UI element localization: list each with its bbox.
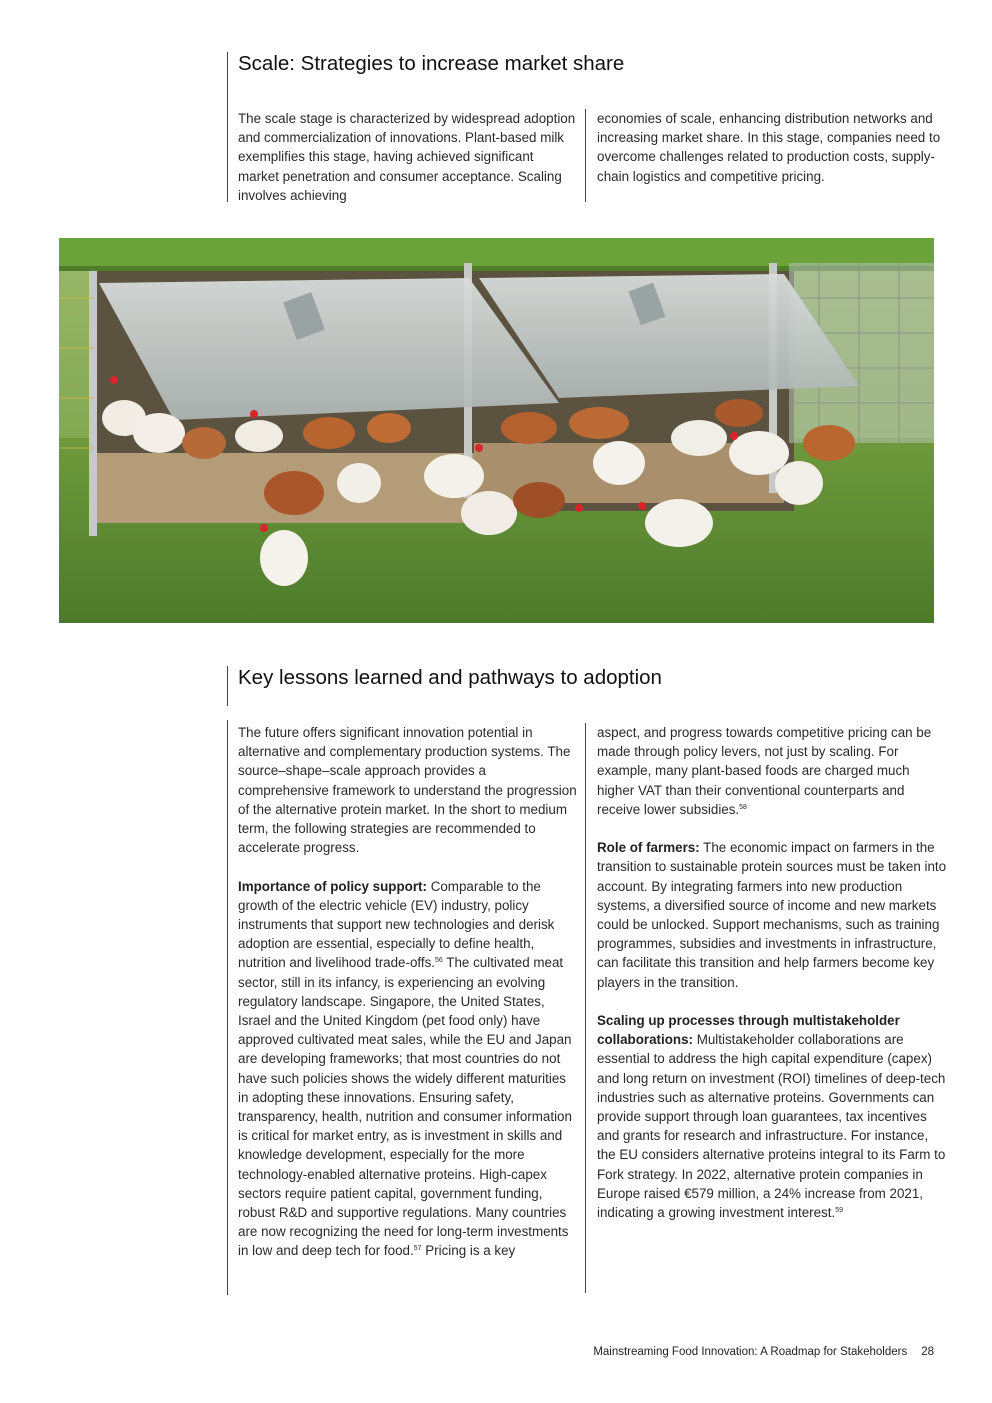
section-title-scale: Scale: Strategies to increase market share — [227, 52, 624, 202]
footnote-ref-57: 57 — [413, 1245, 422, 1253]
policy-cont-text: aspect, and progress towards competitive pricing can be made through policy levers, not just by scaling. For example, many plant-based foods are charged much higher VAT than their conventional counterparts and receive lower subsidies. — [597, 725, 932, 817]
footer-title-rest: A Roadmap for Stakeholders — [757, 1346, 908, 1358]
policy-text-2: The cultivated meat sector, still in its infancy, is experiencing an evolving regulatory landscape. Singapore, the United States, Israel and the United Kingdom (pet food only) have approved cultivated meat sales, while the EU and Japan are developing frameworks; that most countries do not have such policies shows the widely different maturities in adopting these innovations. Ensuring safety, transparency, health, nutrition and consumer information is critical for market entry, as is investment in skills and knowledge development, especially for the more technology-enabled alternative proteins. High-capex sectors require patient capital, government funding, robust R&D and supportive regulations. Many countries are now recognizing the need for long-term investments in low and deep tech for food. — [238, 955, 572, 1259]
footnote-ref-58: 58 — [739, 803, 747, 811]
section-title-lessons: Key lessons learned and pathways to adoption — [227, 666, 662, 706]
lessons-column-left — [238, 723, 580, 1280]
farmers-text: The economic impact on farmers in the transition to sustainable protein sources must be taken into account. By integrating farmers into new production systems, a diversified source of income and new markets could be unlocked. Support mechanisms, such as training programmes, subsidies and investments in infrastructure, can facilitate this transition and help farmers become key players in the transition. — [597, 840, 947, 990]
scale-column-right — [585, 109, 947, 202]
lessons-column-right — [585, 723, 947, 1293]
farmers-paragraph — [597, 838, 947, 992]
page-number: 28 — [921, 1346, 934, 1358]
scale-paragraph-2: economies of scale, enhancing distribution networks and increasing market share. In this stage, companies need to overcome challenges related to production costs, supply-chain logistics and competitive pricing. — [597, 111, 941, 184]
policy-text-1: Comparable to the growth of the electric vehicle (EV) industry, policy instruments that support new technologies and derisk adoption are essential, especially to define health, nutrition and livelihood trade-offs. — [238, 878, 555, 971]
footer-title-bold: Mainstreaming Food Innovation: — [593, 1346, 758, 1358]
policy-continuation — [597, 723, 947, 819]
hen-house-photo — [59, 238, 934, 623]
column-divider — [227, 720, 228, 1295]
scale-column-left — [238, 109, 578, 224]
farmers-heading: Role of farmers: — [597, 840, 700, 856]
policy-paragraph — [238, 877, 580, 1261]
footnote-ref-56: 56 — [435, 957, 443, 965]
policy-text-3: Pricing is a key — [421, 1243, 516, 1259]
lessons-intro: The future offers significant innovation potential in alternative and complementary production systems. The source–shape–scale approach provides a comprehensive framework to understand the progression of the alternative protein market. In the short to medium term, the following strategies are recommended to accelerate progress. — [238, 725, 577, 856]
scaling-text: Multistakeholder collaborations are essential to address the high capital expenditure (capex) and long return on investment (ROI) timelines of deep-tech industries such as alternative proteins. Governments can provide support through loan guarantees, tax incentives and grants for research and infrastructure. For instance, the EU considers alternative proteins integral to its Farm to Fork strategy. In 2022, alternative protein companies in Europe raised €579 million, a 24% increase from 2021, indicating a growing investment interest. — [597, 1032, 946, 1221]
page-footer — [593, 1346, 934, 1358]
scaling-heading: Scaling up processes through multistakeholder collaborations: — [597, 1013, 900, 1048]
footnote-ref-59: 59 — [835, 1207, 843, 1215]
policy-heading: Importance of policy support: — [238, 878, 427, 894]
scaling-paragraph — [597, 1011, 947, 1222]
scale-paragraph-1: The scale stage is characterized by widespread adoption and commercialization of innovations. Plant-based milk exemplifies this stage, having achieved significant market penetration and consumer acceptance. Scaling involves achieving — [238, 111, 576, 203]
